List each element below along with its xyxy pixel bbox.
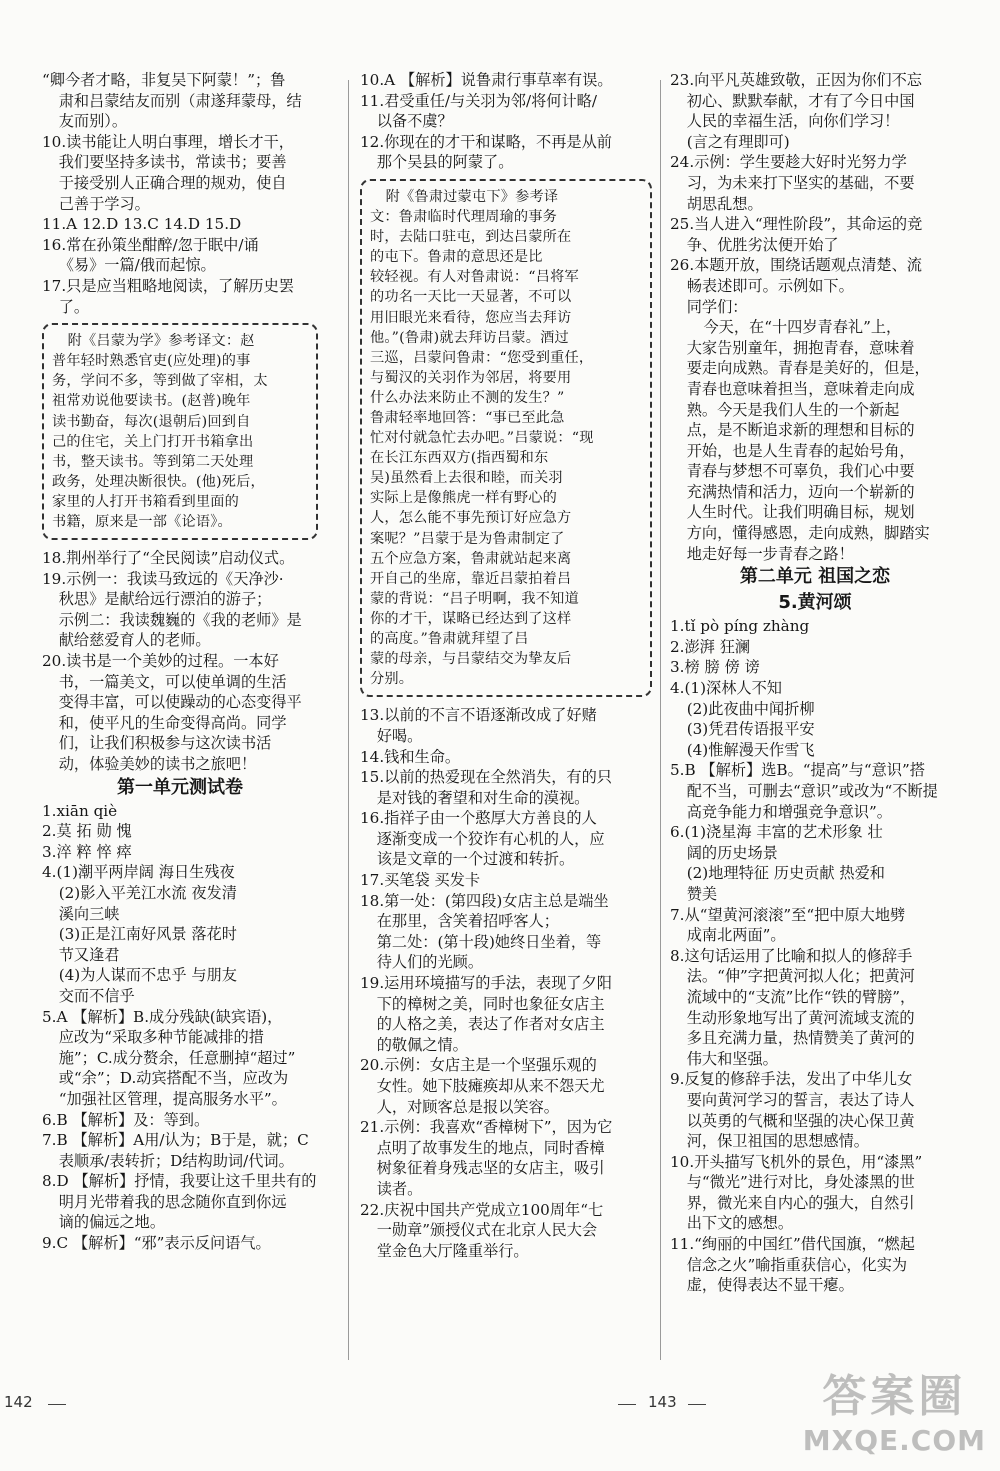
text-line: 今天，在“十四岁青春礼”上， (703, 318, 902, 337)
text-line: 17.只是应当粗略地阅读，了解历史罢 (42, 276, 294, 295)
text-line: 或“余”；D.动宾搭配不当，应改为 (58, 1069, 289, 1088)
text-line: (4)惟解漫天作雪飞 (686, 740, 815, 759)
text-line: 9.反复的修辞手法，发出了中华儿女 (670, 1070, 913, 1089)
text-line: 谪的偏远之地。 (58, 1213, 166, 1232)
text-line: 赞美 (686, 884, 718, 903)
text-line: (言之有理即可) (686, 132, 790, 151)
text-line: 家里的人打开书箱看到里面的 (52, 493, 240, 510)
page-number-left: 142 (4, 1393, 33, 1411)
text-line: 点明了故事发生的地点，同时香樟 (376, 1138, 605, 1157)
page-number-rule (48, 1404, 66, 1405)
text-line: 用旧眼光来看待，您应当去拜访 (370, 309, 572, 326)
text-line: 书籍，原来是一部《论语》。 (52, 513, 232, 530)
text-line: (2)此夜曲中闻折柳 (686, 699, 815, 718)
text-line: (3)正是江南好风景 落花时 (58, 925, 237, 944)
text-line: 友而别）。 (58, 112, 128, 131)
text-line: 人，对顾客总是报以笑容。 (376, 1097, 559, 1116)
text-line: 节又逢君 (58, 945, 120, 964)
answer-block (42, 801, 318, 1254)
text-line: 吴)虽然看上去很和睦，而关羽 (370, 470, 563, 487)
text-line: 10.开头描写飞机外的景色，用“漆黑” (670, 1152, 923, 1171)
text-line: 同学们： (686, 297, 748, 316)
text-line: 11.“绚丽的中国红”借代国旗，“燃起 (670, 1235, 915, 1254)
watermark-url: MXQE.COM (802, 1424, 986, 1457)
text-line: 下的樟树之美，同时也象征女店主 (376, 994, 605, 1013)
text-line: 《易》一篇/俄而起惊。 (58, 256, 216, 275)
text-line: 开始，也是人生青春的起始号角， (686, 441, 915, 460)
text-line: 1.xiān qiè (42, 801, 118, 820)
text-line: 女性。她下肢瘫痪却从来不怨天尤 (376, 1077, 605, 1095)
text-line: 19.运用环境描写的手法，表现了夕阳 (360, 974, 612, 993)
text-line: 与“微光”进行对比，身处漆黑的世 (686, 1173, 915, 1192)
text-line: 16.指祥子由一个憨厚大方善良的人 (360, 809, 597, 828)
text-line: 政务，处理决断很快。(他)死后， (52, 473, 265, 490)
text-line: 方向，懂得感恩，走向成熟，脚踏实 (686, 524, 930, 543)
text-line: 地走好每一步青春之路！ (686, 544, 854, 563)
text-line: 普年轻时熟悉官吏(应处理)的事 (52, 353, 251, 370)
text-line: 与蜀汉的关羽作为邻居，将要用 (370, 369, 572, 386)
text-line: 11.君受重任/与关羽为邻/将何计略/ (360, 91, 597, 110)
text-line: 一勋章”颁授仪式在北京人民大会 (376, 1221, 598, 1240)
text-line: 人生时代。让我们明确目标，规划 (686, 503, 915, 522)
text-line: 们，让我们积极参与这次读书活 (58, 734, 272, 753)
text-line: 8.D 【解析】抒情，我要让这千里共有的 (42, 1172, 317, 1191)
text-line: (4)为人谋而不忠乎 与朋友 (58, 966, 237, 985)
text-line: 较轻视。有人对鲁肃说：“吕将军 (370, 269, 579, 286)
text-line: 务，学问不多，等到做了宰相，太 (52, 373, 268, 390)
lesson-heading: 5.黄河颂 (778, 592, 852, 614)
text-line: 6.(1)浇星海 丰富的艺术形象 壮 (670, 823, 883, 842)
answer-block (42, 70, 318, 317)
text-line: 大家告别童年，拥抱青春，意味着 (686, 338, 915, 357)
text-line: 出下文的感想。 (686, 1214, 794, 1233)
text-line: 5.A 【解析】B.成分残缺(缺宾语)， (42, 1007, 283, 1026)
text-line: 13.以前的不言不语逐渐改成了好赌 (360, 706, 597, 725)
text-line: 信念之火”喻指重获信心，化实为 (686, 1255, 908, 1274)
text-line: 11.A 12.D 13.C 14.D 15.D (42, 215, 242, 234)
text-line: 15.以前的热爱现在全然消失，有的只 (360, 768, 612, 787)
text-line: 青春与梦想不可辜负，我们心中要 (686, 462, 915, 481)
text-line: 要向黄河学习的誓言，表达了诗人 (686, 1090, 915, 1109)
text-line: 胡思乱想。 (686, 194, 763, 213)
text-line: 好喝。 (376, 726, 423, 745)
text-line: 7.B 【解析】A用/认为；B于是，就；C (42, 1131, 309, 1150)
unit-heading: 第二单元 祖国之恋 (739, 566, 891, 588)
text-line: 10.A 【解析】说鲁肃行事草率有误。 (360, 71, 613, 89)
text-line: 那个吴县的阿蒙了。 (376, 153, 514, 172)
text-line: 什么办法来防止不测的发生？” (370, 389, 565, 406)
watermark (803, 1360, 986, 1457)
text-line: 配不当，可删去“意识”或改为“不断提 (686, 782, 938, 800)
text-line: 要走向成熟。青春是美好的，但是， (686, 359, 930, 378)
text-line: 阔的历史场景 (686, 843, 778, 862)
text-line: 明月光带着我的思念随你直到你远 (58, 1192, 287, 1211)
text-line: 鲁肃轻率地回答：“事已至此急 (370, 410, 565, 426)
text-line: 以英勇的气概和坚强的决心保卫黄 (686, 1111, 915, 1130)
text-line: 20.读书是一个美妙的过程。一本好 (42, 652, 279, 671)
column-divider (348, 80, 349, 1360)
section-heading: 第一单元测试卷 (117, 776, 243, 798)
translation-box (360, 179, 652, 697)
text-line: 书，整天读书。等到第二天处理 (52, 453, 254, 470)
text-line: 4.(1)深林人不知 (670, 679, 782, 698)
text-line: 点，是不断追求新的理想和目标的 (686, 421, 915, 440)
answer-block (670, 70, 960, 317)
text-line: 的人格之美，表达了作者对女店主 (376, 1015, 605, 1034)
text-line: 你的才干，谋略已经达到了这样 (370, 610, 572, 627)
text-line: 溪向三峡 (58, 904, 120, 923)
text-line: 9.C 【解析】“邪”表示反问语气。 (42, 1234, 271, 1253)
text-line: 高竞争能力和增强竞争意识”。 (686, 802, 892, 821)
text-line: 在长江东西双方(指西蜀和东 (370, 450, 549, 467)
text-line: 五个应急方案，鲁肃就站起来离 (370, 550, 572, 567)
text-line: 堂金色大厅隆重举行。 (376, 1241, 529, 1260)
text-line: 献给慈爱育人的老师。 (58, 631, 211, 650)
text-line: 流域中的“支流”比作“铁的臂膀”， (686, 987, 916, 1006)
text-line: 读书勤奋，每次(退朝后)回到自 (52, 413, 251, 430)
text-line: 的功名一天比一天显著，不可以 (370, 289, 572, 306)
text-line: 成南北两面”。 (686, 926, 786, 945)
text-line: 法。“伸”字把黄河拟人化；把黄河 (686, 967, 915, 986)
text-line: 3.榜 膀 傍 谤 (670, 658, 760, 677)
text-line: 10.读书能让人明白事理，增长才干， (42, 132, 294, 151)
text-line: 附《鲁肃过蒙屯下》参考译 (385, 188, 559, 205)
text-line: 秋思》是献给远行漂泊的游子； (58, 590, 272, 609)
text-line: 熟。今天是我们人生的一个新起 (686, 400, 900, 419)
answer-block (360, 70, 652, 173)
text-line: 7.从“望黄河滚滚”至“把中原大地劈 (670, 905, 906, 924)
text-line: 分别。 (370, 671, 414, 688)
text-line: 多且充满力量，热情赞美了黄河的 (686, 1029, 915, 1048)
text-line: 实际上是像熊虎一样有野心的 (370, 490, 558, 507)
text-line: 文：鲁肃临时代理周瑜的事务 (370, 209, 558, 226)
text-line: 12.你现在的才干和谋略，不再是从前 (360, 132, 612, 151)
text-line: 蒙的背说：“吕子明啊，我不知道 (370, 590, 579, 607)
text-line: 开自己的坐席，靠近吕蒙拍着吕 (370, 570, 572, 587)
text-line: 生动形象地写出了黄河流域支流的 (686, 1008, 915, 1027)
text-line: 18.第一处：(第四段)女店主总是端坐 (360, 891, 609, 910)
text-line: 树象征着身残志坚的女店主，吸引 (376, 1159, 605, 1178)
answer-block (42, 548, 318, 775)
text-line: 3.淬 粹 悴 瘁 (42, 842, 132, 861)
text-line: 16.常在孙策坐酣醉/忽于眠中/诵 (42, 235, 259, 254)
text-line: 青春也意味着担当，意味着走向成 (686, 379, 915, 398)
text-line: 畅表述即可。示例如下。 (686, 276, 854, 295)
text-line: 人，怎么能不事先预订好应急方 (370, 510, 572, 527)
watermark-logo: 答案圈 (822, 1371, 967, 1422)
answer-column-1 (42, 70, 318, 1254)
text-line: 附《吕蒙为学》参考译文：赵 (67, 333, 255, 350)
text-line: 祖常劝说他要读书。(赵普)晚年 (52, 393, 251, 410)
column-divider (660, 80, 661, 1360)
text-line: 应改为“采取多种节能减排的措 (58, 1028, 264, 1047)
text-line: 案呢？”吕蒙于是为鲁肃制定了 (370, 530, 565, 547)
text-line: 三巡，吕蒙问鲁肃：“您受到重任， (370, 349, 594, 366)
text-line: 初心、默默奉献，才有了今日中国 (686, 91, 915, 110)
page-number-rule (688, 1404, 706, 1405)
text-line: 己的住宅，关上门打开书箱拿出 (52, 433, 254, 450)
text-line: 界，微光来自内心的强大，自然引 (686, 1193, 915, 1212)
text-line: 变得丰富，可以使躁动的心态变得平 (58, 693, 302, 712)
text-line: 的高度。”鲁肃就拜望了吕 (370, 631, 529, 648)
text-line: 表顺承/表转折；D结构助词/代词。 (58, 1151, 294, 1170)
text-line: 19.示例一：我读马致远的《天净沙· (42, 569, 284, 588)
text-line: 24.示例：学生要趁大好时光努力学 (670, 153, 907, 172)
page-number-rule (618, 1404, 636, 1405)
text-line: 以备不虞？ (376, 112, 453, 131)
text-line: 施”；C.成分赘余，任意删掉“超过” (58, 1048, 296, 1067)
text-line: 伟大和坚强。 (686, 1049, 778, 1068)
text-line: (2)地理特征 历史贡献 热爱和 (686, 864, 885, 883)
text-line: 8.这句话运用了比喻和拟人的修辞手 (670, 946, 913, 965)
text-line: 了。 (58, 297, 90, 316)
text-line: 该是文章的一个过渡和转折。 (376, 850, 575, 869)
text-line: 忙对付就急忙去办吧。”吕蒙说：“现 (370, 430, 594, 447)
text-line: 人民的幸福生活，向你们学习！ (686, 112, 900, 131)
text-line: 逐渐变成一个狡诈有心机的人，应 (376, 829, 605, 848)
text-line: 18.荆州举行了“全民阅读”启动仪式。 (42, 549, 295, 568)
text-line: 的敬佩之情。 (376, 1035, 468, 1054)
text-line: 充满热情和活力，迈向一个崭新的 (686, 482, 915, 501)
page-number-right: 143 (648, 1393, 677, 1411)
text-line: 4.(1)潮平两岸阔 海日生残夜 (42, 863, 235, 882)
text-line: 2.莫 拓 勋 愧 (42, 822, 132, 841)
text-line: 21.示例：我喜欢“香樟树下”，因为它 (360, 1118, 613, 1137)
text-line: 己善于学习。 (58, 194, 150, 213)
text-line: 读者。 (376, 1179, 423, 1198)
text-line: 交而不信乎 (58, 986, 135, 1005)
text-line: 20.示例：女店主是一个坚强乐观的 (360, 1056, 597, 1075)
text-line: 14.钱和生命。 (360, 747, 461, 766)
text-line: 26.本题开放，围绕话题观点清楚、流 (670, 256, 922, 275)
answer-column-2 (360, 70, 652, 1261)
text-line: 示例二：我读魏巍的《我的老师》是 (58, 610, 302, 629)
text-line: 他。”(鲁肃)就去拜访吕蒙。酒过 (370, 329, 569, 346)
translation-box (42, 323, 318, 540)
text-line: 习，为未来打下坚实的基础，不要 (686, 173, 915, 192)
text-line: 在那里，含笑着招呼客人； (376, 912, 559, 931)
text-line: 动，体验美妙的读书之旅吧！ (58, 755, 257, 773)
text-line: 时，去陆口驻屯，到达吕蒙所在 (370, 229, 572, 246)
text-line: 23.向平凡英雄致敬，正因为你们不忘 (670, 71, 922, 89)
answer-block (670, 616, 960, 1296)
text-line: 5.B 【解析】选B。“提高”与“意识”搭 (670, 761, 925, 780)
text-line: 6.B 【解析】及：等到。 (42, 1110, 210, 1129)
text-line: 我们要坚持多读书，常读书；要善 (58, 153, 287, 172)
text-line: 蒙的母亲，与吕蒙结交为挚友后 (370, 651, 572, 668)
text-line: 待人们的光顾。 (376, 953, 484, 972)
text-line: 虚，使得表达不显干瘪。 (686, 1276, 854, 1295)
text-line: 于接受别人正确合理的规劝，使自 (58, 173, 287, 192)
text-line: 书，一篇美文，可以使单调的生活 (58, 672, 287, 691)
text-line: 22.庆祝中国共产党成立100周年“七 (360, 1200, 604, 1219)
text-line: 河，保卫祖国的思想感情。 (686, 1132, 869, 1151)
text-line: 1.tǐ pò píng zhàng (670, 617, 810, 636)
text-line: 2.澎湃 狂澜 (670, 637, 751, 656)
answer-column-3 (670, 70, 960, 1296)
text-line: 争、优胜劣汰便开始了 (686, 235, 839, 254)
text-line: 肃和吕蒙结友而别（肃遂拜蒙母，结 (58, 91, 302, 110)
text-line: 是对钱的奢望和对生命的漠视。 (376, 788, 590, 807)
text-line: “卿今者才略，非复吴下阿蒙！”；鲁 (42, 71, 286, 89)
text-line: “加强社区管理，提高服务水平”。 (58, 1089, 287, 1108)
text-line: 和，使平凡的生命变得高尚。同学 (58, 713, 287, 732)
text-line: 25.当人进入“理性阶段”，其命运的竞 (670, 215, 923, 234)
text-line: 第二处：(第十段)她终日坐着，等 (376, 932, 602, 951)
text-line: (2)影入平羌江水流 夜发清 (58, 883, 237, 902)
essay-block (670, 317, 960, 564)
answer-block (360, 705, 652, 1261)
text-line: (3)凭君传语报平安 (686, 720, 815, 739)
text-line: 的屯下。鲁肃的意思还是比 (370, 249, 543, 266)
text-line: 17.买笔袋 买发卡 (360, 871, 481, 890)
